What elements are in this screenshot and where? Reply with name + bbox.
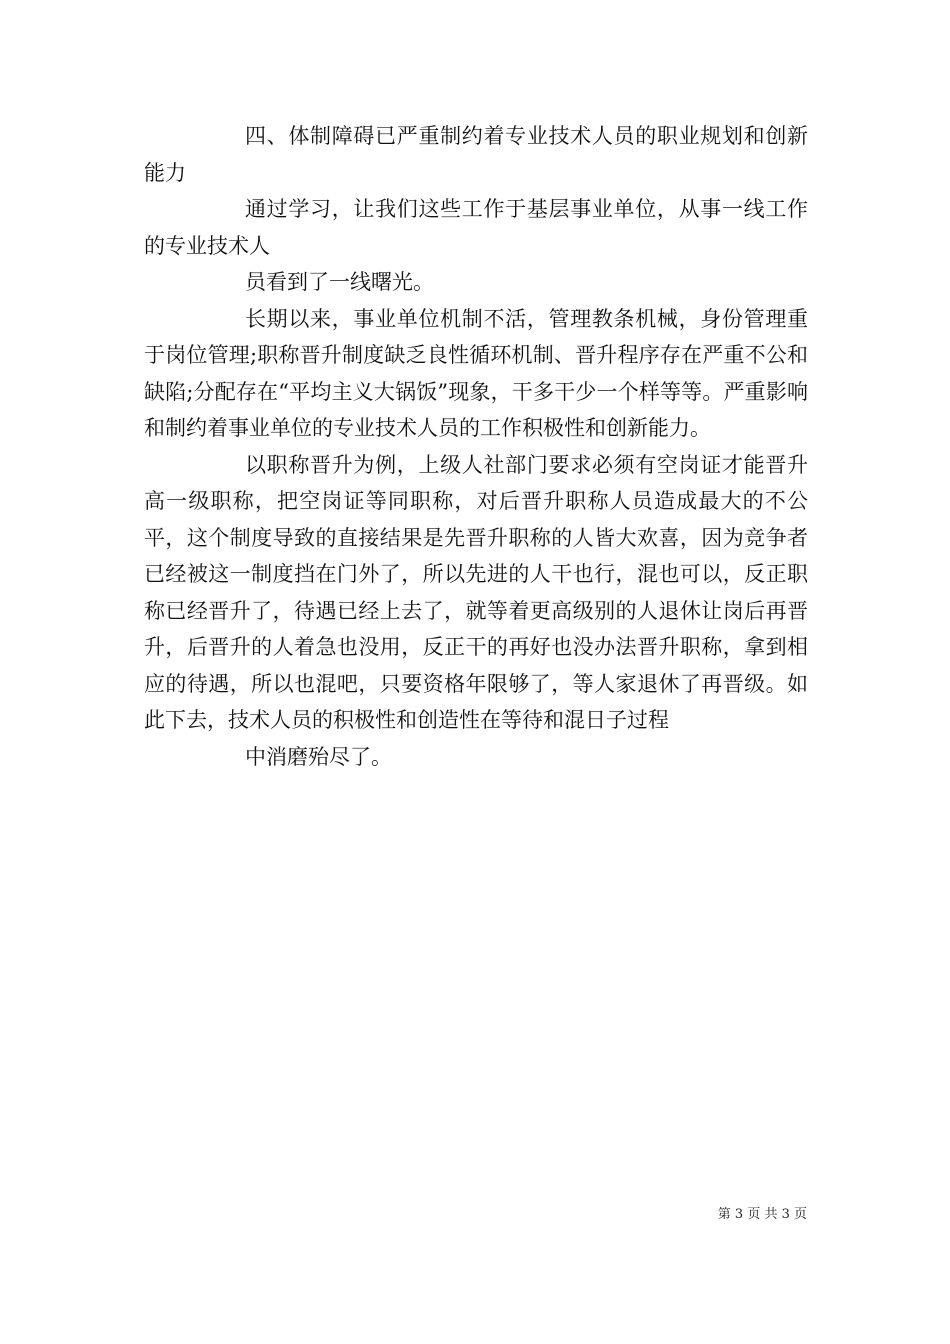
paragraph-conclusion: 中消磨殆尽了。 — [245, 744, 392, 769]
paragraph-mechanism: 长期以来，事业单位机制不活，管理教条机械，身份管理重于岗位管理;职称晋升制度缺乏良性循环机制、晋升程序存在严重不公和缺陷;分配存在“平均主义大锅饭”现象，干多干少一个样等等。严重影响和制约着事业单位的专业技术人员的工作积极性和创新能力。 — [144, 306, 808, 440]
paragraph-study: 通过学习，让我们这些工作于基层事业单位，从事一线工作的专业技术人 — [144, 197, 808, 258]
paragraph-heading-four: 四、体制障碍已严重制约着专业技术人员的职业规划和创新能力 — [144, 124, 808, 185]
paragraph-promotion-example: 以职称晋升为例，上级人社部门要求必须有空岗证才能晋升高一级职称，把空岗证等同职称，对后晋升职称人员造成最大的不公平，这个制度导致的直接结果是先晋升职称的人皆大欢喜，因为竞争者已经被这一制度挡在门外了，所以先进的人干也行，混也可以，反正职称已经晋升了，待遇已经上去了，就等着更高级别的人退休让岗后再晋升，后晋升的人着急也没用，反正干的再好也没办法晋升职称，拿到相应的待遇，所以也混吧，只要资格年限够了，等人家退休了再晋级。如此下去，技术人员的积极性和创造性在等待和混日子过程 — [144, 452, 808, 732]
paragraph-hope: 员看到了一线曙光。 — [245, 270, 434, 294]
page-number-footer: 第 3 页 共 3 页 — [717, 1207, 807, 1222]
document-body — [144, 118, 808, 775]
